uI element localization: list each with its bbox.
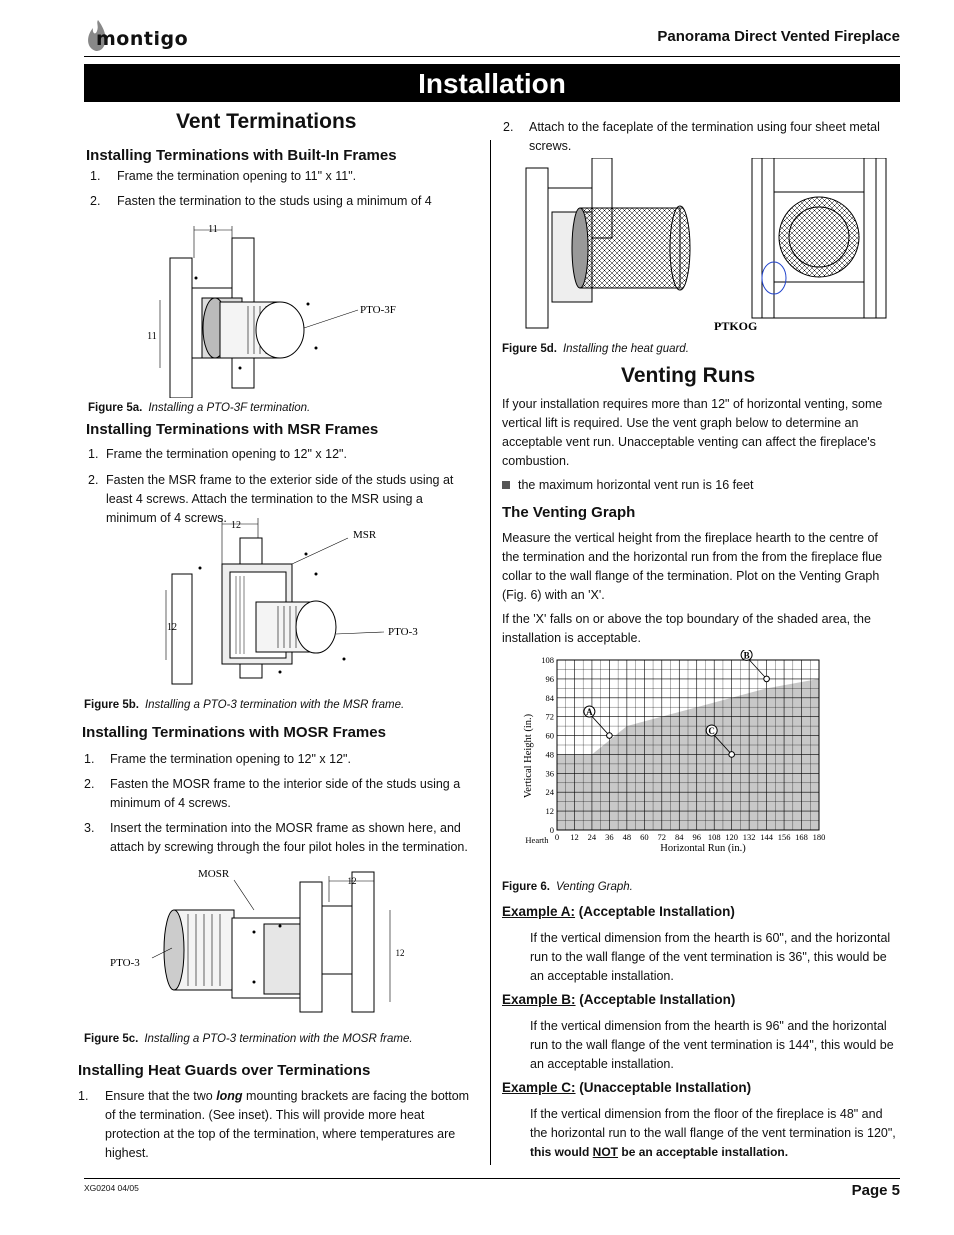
x-tick-label: 24 [587,832,597,842]
y-tick-label: 72 [545,711,554,722]
x-axis-label: Horizontal Run (in.) [660,843,746,854]
x-tick-label: 180 [812,832,826,842]
y-tick-label: 84 [545,692,554,703]
figure-5b-diagram [160,514,450,690]
graph-paragraph-2: If the 'X' falls on or above the top boundary of the shaded area, the installation is acceptable. [502,612,871,645]
label-pto-3: PTO-3 [388,626,418,638]
section-heading-venting-runs: Venting Runs [621,364,756,387]
caption-text: Installing a PTO-3 termination with the MSR frame. [144,699,405,711]
figure-6-caption [502,881,633,893]
example-emphasis: this would [530,1145,590,1159]
y-tick-label: 48 [545,749,554,760]
page-banner: Installation [84,64,900,102]
list-item [90,167,470,186]
header-rule [84,56,900,57]
x-tick-label: 144 [760,832,773,842]
caption-text: Installing the heat guard. [562,343,689,355]
item-number: 1. [84,752,95,766]
caption-number: Figure 6. [502,881,550,893]
example-label: Example C: [502,1080,576,1095]
figure-5a-diagram [140,218,440,398]
dim-side: 11 [147,331,157,342]
item-number: 1. [88,447,99,461]
x-tick-label: 0 [554,832,560,842]
list-item [90,192,470,211]
intro-paragraph: If your installation requires more than 12" of horizontal venting, some vertical lift is required. Use the vent graph below to determine an acceptable vent run. Unacceptable venting can affect the fireplace's combustion. [502,397,883,468]
x-tick-label: 60 [640,832,649,842]
label-msr: MSR [353,529,377,541]
item-emphasis: long [216,1089,243,1103]
dim-top: 12 [347,876,357,886]
dim-side: 12 [395,948,405,958]
subheading-msr-frames: Installing Terminations with MSR Frames [86,421,379,438]
label-ptkog: PTKOG [714,319,758,333]
item-text: Fasten the MSR frame to the exterior side of the studs using at least 4 screws. Attach the termination to the MSR using a minimum of 4 screws. [106,473,454,525]
example-text: If the vertical dimension from the floor of the fireplace is 48" and the horizontal run to the wall flange of the vent termination is 120", [530,1107,896,1140]
y-tick-label: 36 [545,768,554,779]
item-text: Frame the termination opening to 12" x 12". [110,752,351,766]
montigo-logo [84,18,224,54]
y-tick-label: 24 [545,787,554,798]
venting-graph [505,650,845,860]
x-tick-label: 36 [605,832,614,842]
caption-text: Installing a PTO-3 termination with the MOSR frame. [144,1033,413,1045]
subheading-venting-graph: The Venting Graph [502,504,636,521]
subheading-mosr-frames: Installing Terminations with MOSR Frames [82,724,386,741]
page-number: Page 5 [851,1182,900,1199]
bullet-square-icon [502,481,510,489]
graph-paragraph-1: Measure the vertical height from the fireplace hearth to the centre of the termination and the horizontal run from the from the fireplace flue collar to the wall flange of the termination. Plot on the Venting Graph (Fig. 6) with an 'X'. [502,531,883,602]
column-divider [490,140,491,1165]
x-tick-label: 168 [795,832,808,842]
y-tick-label: 60 [545,730,554,741]
figure-5a-caption [88,402,310,414]
caption-text: Venting Graph. [555,881,633,893]
caption-number: Figure 5c. [84,1033,139,1045]
dim-top: 12 [231,520,241,531]
bullet-text: the maximum horizontal vent run is 16 feet [518,478,754,492]
footer-rule [84,1178,900,1179]
item-text: Frame the termination opening to 11" x 11". [117,169,357,183]
item-text: Fasten the termination to the studs using a minimum of 4 [117,194,432,208]
subheading-built-in-frames: Installing Terminations with Built-In Frames [86,147,397,164]
y-tick-label: 96 [545,673,554,684]
item-number: 2. [84,777,95,791]
figure-5c-diagram [104,862,424,1022]
item-text: Frame the termination opening to 12" x 12". [106,447,347,461]
dim-side: 12 [167,622,177,633]
figure-5c-caption [84,1033,413,1045]
list-item [88,445,478,464]
list-item [84,750,478,769]
figure-5d-caption [502,343,689,355]
data-point [764,676,770,682]
x-tick-label: 132 [742,832,756,842]
item-number: 1. [78,1089,89,1103]
caption-number: Figure 5a. [88,402,143,414]
example-c-text [530,1105,898,1162]
y-axis-label: Vertical Height (in.) [523,713,534,799]
y-tick-label: 0 [549,825,554,835]
example-label: Example B: [502,992,576,1007]
example-b-text: If the vertical dimension from the hearth is 96" and the horizontal run to the wall flange of the vent termination is 144", this would be an acceptable installation. [530,1019,894,1071]
caption-number: Figure 5d. [502,343,557,355]
example-a-text: If the vertical dimension from the hearth is 60", and the horizontal run to the wall flange of the vent termination is 36", this would be an acceptable installation. [530,931,891,983]
figure-5b-caption [84,699,404,711]
product-title: Panorama Direct Vented Fireplace [657,28,900,45]
x-tick-label: 108 [707,832,721,842]
list-item [78,1087,476,1163]
label-pto-3: PTO-3 [110,957,140,969]
item-text: Fasten the MOSR frame to the interior side of the studs using a minimum of 4 screws. [110,777,461,810]
example-label: Example A: [502,904,576,919]
x-tick-label: 48 [622,832,632,842]
x-tick-label: 12 [570,832,579,842]
subheading-heat-guards: Installing Heat Guards over Terminations [78,1062,371,1079]
x-tick-label: 84 [675,832,684,842]
item-text: Ensure that the two [105,1089,217,1103]
item-text: Insert the termination into the MOSR frame as shown here, and attach by screwing through the four pilot holes in the termination. [110,821,468,854]
item-number: 2. [88,473,99,487]
list-item [503,118,901,156]
point-label: B [743,650,750,661]
logo-text: montigo [96,28,189,50]
bullet-item [502,476,898,495]
data-point [729,752,735,758]
caption-number: Figure 5b. [84,699,139,711]
point-label: C [708,725,715,736]
example-not: NOT [592,1145,619,1159]
x-tick-label: 72 [657,832,667,842]
list-item [84,775,478,813]
document-code: XG0204 04/05 [84,1183,139,1193]
x-tick-label: 156 [777,832,791,842]
example-c-heading [502,1080,751,1095]
example-b-heading [502,992,735,1007]
item-number: 3. [84,821,95,835]
caption-text: Installing a PTO-3F termination. [148,402,311,414]
x-tick-label: 96 [692,832,701,842]
label-mosr: MOSR [198,868,230,880]
data-point [607,733,613,739]
list-item [84,819,480,857]
y-tick-label: 108 [541,655,554,665]
item-number: 2. [90,194,101,208]
example-title: (Acceptable Installation) [579,992,736,1007]
item-text: Attach to the faceplate of the termination using four sheet metal screws. [529,120,880,153]
point-label: A [586,707,593,718]
item-number: 2. [503,120,514,134]
section-heading-vent-terminations: Vent Terminations [176,110,357,133]
x-origin-label: Hearth [525,835,549,845]
figure-5d-diagram [512,158,892,338]
example-title: (Unacceptable Installation) [579,1080,752,1095]
example-title: (Acceptable Installation) [578,904,735,919]
x-tick-label: 120 [725,832,739,842]
item-text: mounting brackets are facing the bottom of the termination. (See inset). This will provide more heat protection at the top of the termination, where temperatures are highest. [105,1089,470,1160]
example-a-heading [502,904,735,919]
y-tick-label: 12 [545,806,554,817]
item-number: 1. [90,169,101,183]
example-emphasis: be an acceptable installation. [621,1145,789,1159]
dim-top: 11 [208,224,218,235]
label-pto-3f: PTO-3F [360,304,396,316]
